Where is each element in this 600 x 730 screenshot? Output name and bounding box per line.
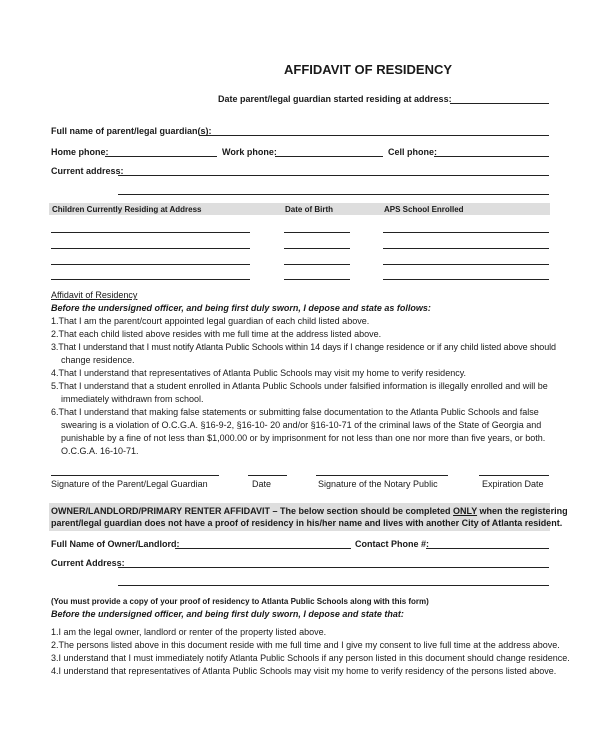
affidavit-item-2: 2.That each child listed above resides with me full time at the address listed above. bbox=[51, 329, 382, 339]
owner-name-field[interactable] bbox=[175, 548, 351, 549]
owner-band-text-2: when the registering bbox=[477, 506, 568, 516]
expiration-date-label: Expiration Date bbox=[482, 479, 544, 489]
owner-item-1: 1.I am the legal owner, landlord or renter of the property listed above. bbox=[51, 627, 327, 637]
guardian-date-label: Date bbox=[252, 479, 272, 489]
affidavit-item-6-cont-1: swearing is a violation of O.C.G.A. §16-9-2, §16-10- 20 and/or §16-10-71 of the criminal laws of the State of Georgia and bbox=[61, 420, 542, 430]
affidavit-item-3-cont: change residence. bbox=[61, 355, 135, 365]
date-started-label: Date parent/legal guardian started residing at address: bbox=[218, 94, 452, 104]
home-phone-label: Home phone: bbox=[51, 147, 109, 157]
guardian-date-field[interactable] bbox=[248, 475, 287, 476]
owner-item-4: 4.I understand that representatives of Atlanta Public Schools may visit my home to verify residency of the persons listed above. bbox=[51, 666, 557, 676]
child-school-field-2[interactable] bbox=[383, 248, 549, 249]
cell-phone-field[interactable] bbox=[434, 156, 549, 157]
notary-signature-field[interactable] bbox=[316, 475, 448, 476]
affidavit-item-5-cont: immediately withdrawn from school. bbox=[61, 394, 204, 404]
child-name-field-4[interactable] bbox=[51, 279, 250, 280]
page-title: AFFIDAVIT OF RESIDENCY bbox=[284, 62, 453, 77]
child-dob-field-1[interactable] bbox=[284, 232, 350, 233]
owner-item-2: 2.The persons listed above in this document reside with me full time and I give my consent to live full time at the address above. bbox=[51, 640, 560, 650]
affidavit-item-3: 3.That I understand that I must notify Atlanta Public Schools within 14 days if I change residence or if any child listed above should bbox=[51, 342, 556, 352]
child-school-field-4[interactable] bbox=[383, 279, 549, 280]
owner-band-line-1 bbox=[51, 506, 568, 516]
owner-band-line-2: parent/legal guardian does not have a proof of residency in his/her name and lives with another City of Atlanta resident. bbox=[51, 518, 563, 528]
current-address-field-2[interactable] bbox=[118, 194, 549, 195]
affidavit-item-6-cont-2: punishable by a fine of not less than $1,000.00 or by imprisonment for not less than one nor more than five years, or both. bbox=[61, 433, 546, 443]
expiration-date-field[interactable] bbox=[479, 475, 549, 476]
affidavit-item-6: 6.That I understand that making false statements or submitting false documentation to the Atlanta Public Schools and false bbox=[51, 407, 539, 417]
full-name-field[interactable] bbox=[199, 135, 549, 136]
owner-name-label: Full Name of Owner/Landlord: bbox=[51, 539, 180, 549]
contact-phone-label: Contact Phone #: bbox=[355, 539, 430, 549]
affidavit-item-1: 1.That I am the parent/court appointed legal guardian of each child listed above. bbox=[51, 316, 370, 326]
child-dob-field-4[interactable] bbox=[284, 279, 350, 280]
owner-band-only: ONLY bbox=[453, 506, 478, 516]
child-name-field-2[interactable] bbox=[51, 248, 250, 249]
child-school-field-3[interactable] bbox=[383, 264, 549, 265]
child-school-field-1[interactable] bbox=[383, 232, 549, 233]
notary-signature-label: Signature of the Notary Public bbox=[318, 479, 438, 489]
cell-phone-label: Cell phone: bbox=[388, 147, 437, 157]
dob-col-header: Date of Birth bbox=[285, 205, 333, 214]
current-address-label: Current address: bbox=[51, 166, 124, 176]
work-phone-field[interactable] bbox=[275, 156, 383, 157]
school-col-header: APS School Enrolled bbox=[384, 205, 464, 214]
home-phone-field[interactable] bbox=[105, 156, 217, 157]
affidavit-item-4: 4.That I understand that representatives of Atlanta Public Schools may visit my home to verify residency. bbox=[51, 368, 467, 378]
child-dob-field-3[interactable] bbox=[284, 264, 350, 265]
affidavit-item-5: 5.That I understand that a student enrolled in Atlanta Public Schools under falsified information is illegally enrolled and will be bbox=[51, 381, 548, 391]
owner-address-field-2[interactable] bbox=[118, 585, 549, 586]
guardian-signature-field[interactable] bbox=[51, 475, 219, 476]
owner-address-field-1[interactable] bbox=[118, 567, 549, 568]
full-name-label: Full name of parent/legal guardian(s): bbox=[51, 126, 212, 136]
affidavit-heading: Affidavit of Residency bbox=[51, 290, 138, 300]
children-col-header: Children Currently Residing at Address bbox=[52, 205, 202, 214]
owner-affidavit-intro: Before the undersigned officer, and being first duly sworn, I depose and state that: bbox=[51, 609, 404, 619]
affidavit-item-6-cont-3: O.C.G.A. 16-10-71. bbox=[61, 446, 139, 456]
affidavit-intro: Before the undersigned officer, and being first duly sworn, I depose and state as follows: bbox=[51, 303, 431, 313]
work-phone-label: Work phone: bbox=[222, 147, 277, 157]
current-address-field-1[interactable] bbox=[118, 175, 549, 176]
child-dob-field-2[interactable] bbox=[284, 248, 350, 249]
contact-phone-field[interactable] bbox=[426, 548, 549, 549]
owner-item-3: 3.I understand that I must immediately notify Atlanta Public Schools if any person listed in this document should change residence. bbox=[51, 653, 570, 663]
owner-band-text-1: OWNER/LANDLORD/PRIMARY RENTER AFFIDAVIT – The below section should be completed bbox=[51, 506, 454, 516]
proof-note: (You must provide a copy of your proof of residency to Atlanta Public Schools along with this form) bbox=[51, 597, 429, 606]
owner-address-label: Current Address: bbox=[51, 558, 125, 568]
child-name-field-1[interactable] bbox=[51, 232, 250, 233]
guardian-signature-label: Signature of the Parent/Legal Guardian bbox=[51, 479, 208, 489]
child-name-field-3[interactable] bbox=[51, 264, 250, 265]
date-started-field[interactable] bbox=[450, 103, 549, 104]
